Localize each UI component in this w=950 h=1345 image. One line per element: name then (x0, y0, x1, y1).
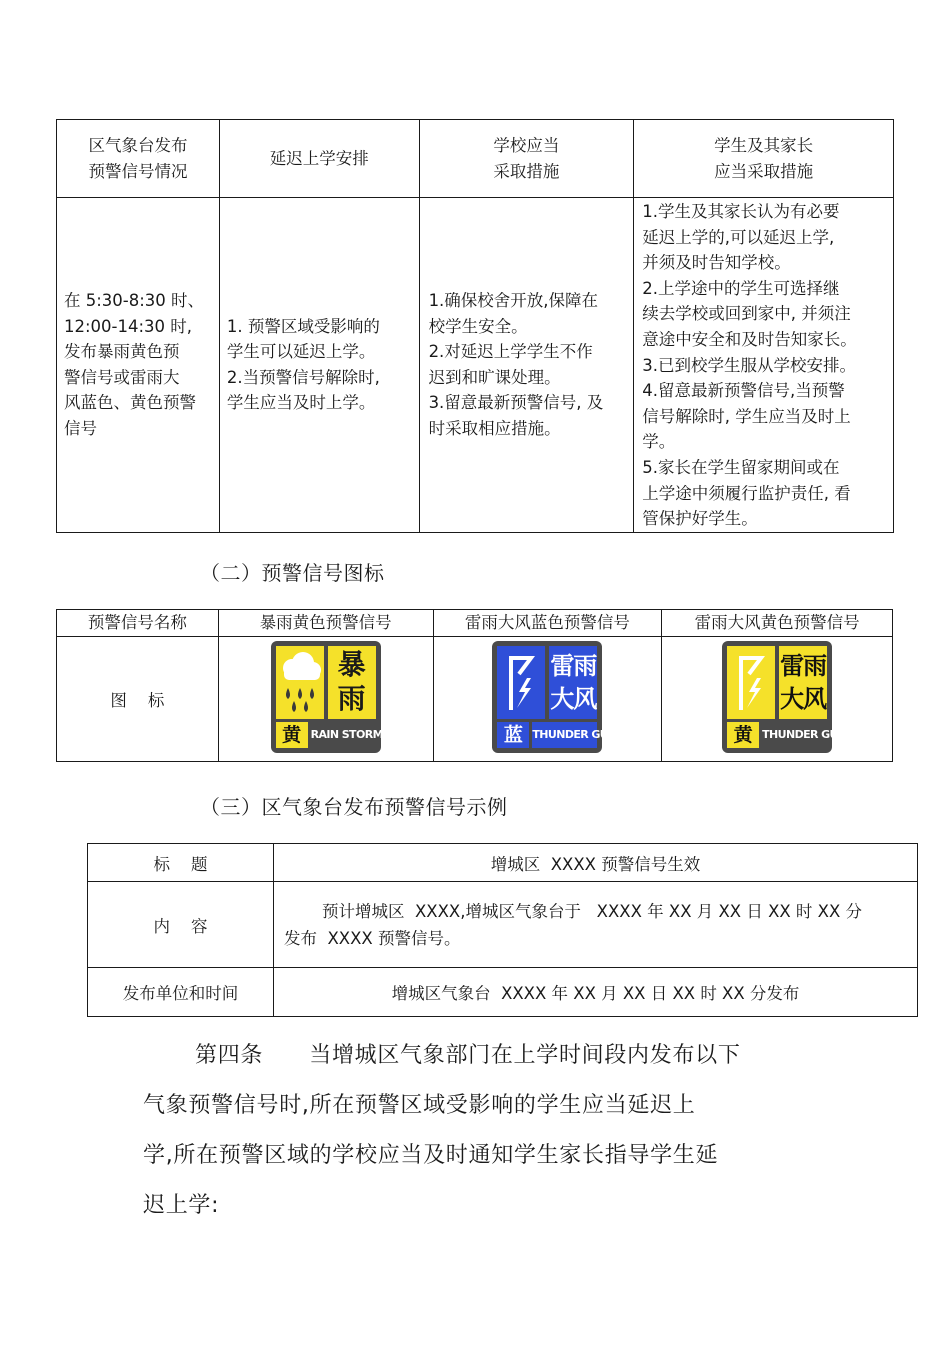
signal-char-bottom: 大风 (780, 685, 827, 713)
icon-cell (662, 637, 893, 762)
signal-tag: THUNDER GUST (762, 728, 853, 741)
article-paragraph-line: 气象预警信号时,所在预警区域受影响的学生应当延迟上 (143, 1093, 696, 1118)
title-value: 增城区 XXXX 预警信号生效 (274, 844, 918, 882)
header-cell: 延迟上学安排 (219, 120, 419, 198)
header-cell: 雷雨大风蓝色预警信号 (433, 610, 662, 637)
header-cell: 区气象台发布 预警信号情况 (57, 120, 220, 198)
level-chip: 黄 (276, 722, 308, 748)
content-value: 预计增城区 XXXX,增城区气象台于 XXXX 年 XX 月 XX 日 XX 时 XX 分 发布 XXXX 预警信号。 (274, 882, 918, 968)
section-heading: （三）区气象台发布预警信号示例 (200, 795, 508, 819)
header-cell: 雷雨大风黄色预警信号 (662, 610, 893, 637)
warning-condition-cell: 在 5:30-8:30 时、 12:00-14:30 时, 发布暴雨黄色预 警信号或雷雨大 风蓝色、黄色预警 信号 (57, 198, 220, 533)
table-row (57, 198, 894, 533)
lightning-icon (727, 646, 775, 719)
signal-char-bottom: 雨 (337, 682, 366, 715)
warning-example-table (87, 843, 918, 1017)
signal-tag: RAIN STORM (310, 728, 383, 741)
signal-tag: THUNDER GUST (532, 722, 597, 748)
delay-arrangement-table (56, 119, 894, 533)
parent-measures-cell: 1.学生及其家长认为有必要 延迟上学的,可以延迟上学, 并须及时告知学校。 2.上学途中的学生可选择继 续去学校或回到家中, 并须注 意途中安全和及时告知家长。 3.已到校学生服从学校安排。 4.留意最新预警信号,当预警 信号解除时, 学生应当及时上 学。 5.家长在学生留家期间或在 上学途中须履行监护责任, 看 管保护好学生。 (634, 198, 894, 533)
issuer-value: 增城区气象台 XXXX 年 XX 月 XX 日 XX 时 XX 分发布 (274, 968, 918, 1017)
table-row (88, 968, 918, 1017)
rainstorm-yellow-signal (271, 641, 381, 753)
table-header-row (57, 610, 893, 637)
level-chip: 蓝 (497, 722, 529, 748)
table-header-row (57, 120, 894, 198)
school-measures-cell: 1.确保校舍开放,保障在 校学生安全。 2.对延迟上学学生不作 迟到和旷课处理。 3.留意最新预警信号, 及 时采取相应措施。 (419, 198, 634, 533)
icon-cell (218, 637, 433, 762)
header-cell: 暴雨黄色预警信号 (218, 610, 433, 637)
article-paragraph-line: 学,所在预警区域的学校应当及时通知学生家长指导学生延 (143, 1143, 719, 1168)
header-cell: 学生及其家长 应当采取措施 (634, 120, 894, 198)
rainstorm-icon (276, 646, 324, 719)
row-label: 图 标 (57, 637, 219, 762)
lightning-icon (497, 646, 545, 719)
warning-icon-table (56, 609, 893, 762)
delay-arrangement-cell: 1. 预警区域受影响的 学生可以延迟上学。 2.当预警信号解除时, 学生应当及时上学。 (219, 198, 419, 533)
header-cell: 预警信号名称 (57, 610, 219, 637)
article-paragraph-line: 第四条 当增城区气象部门在上学时间段内发布以下 (195, 1043, 741, 1068)
thunder-gust-yellow-signal (722, 641, 853, 753)
table-row (57, 637, 893, 762)
thunder-gust-blue-signal (492, 641, 623, 753)
table-row (88, 882, 918, 968)
table-row (88, 844, 918, 882)
signal-char-top: 雷雨 (550, 652, 597, 680)
signal-char-top: 雷雨 (780, 652, 827, 680)
row-label: 内 容 (88, 882, 274, 968)
level-chip: 黄 (727, 722, 759, 748)
icon-cell (433, 637, 662, 762)
signal-char-bottom: 大风 (550, 685, 597, 713)
row-label: 标 题 (88, 844, 274, 882)
signal-char-top: 暴 (337, 648, 366, 681)
section-heading: （二）预警信号图标 (200, 561, 385, 585)
article-paragraph-line: 迟上学: (143, 1193, 220, 1218)
header-cell: 学校应当 采取措施 (419, 120, 634, 198)
row-label: 发布单位和时间 (88, 968, 274, 1017)
